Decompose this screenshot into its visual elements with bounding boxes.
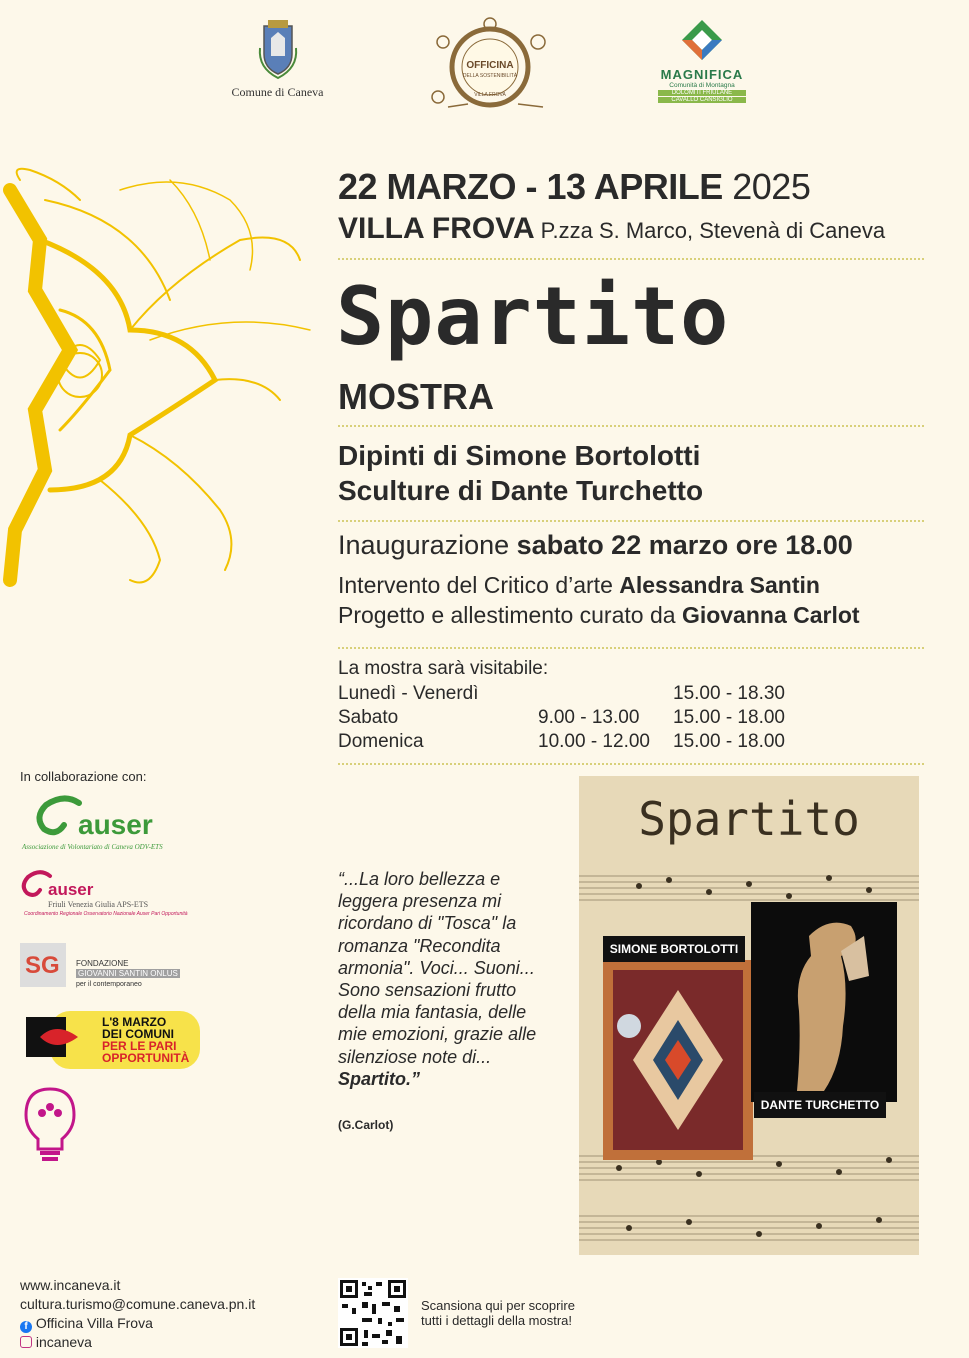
divider (338, 520, 924, 522)
otto-marzo-logo (20, 1005, 200, 1075)
schedule-day: Domenica (338, 731, 424, 752)
qr-caption (421, 1298, 575, 1328)
rug-painting (603, 960, 753, 1160)
venue-name: VILLA FROVA (338, 212, 535, 245)
event-venue (338, 212, 885, 246)
schedule-day: Lunedì - Venerdì (338, 683, 479, 704)
lightbulb-women-icon (20, 1085, 80, 1167)
instagram-icon (20, 1336, 32, 1348)
auser-fvg-subtitle: Coordinamento Regionale Osservatorio Nazionale Auser Pari Opportunità (24, 911, 188, 917)
schedule-afternoon: 15.00 - 18.00 (673, 707, 785, 728)
magnifica-diamond-icon (680, 18, 724, 62)
schedule-afternoon: 15.00 - 18.30 (673, 683, 785, 704)
inaug-datetime: sabato 22 marzo ore 18.00 (516, 530, 853, 560)
facebook-label: Officina Villa Frova (35, 1315, 153, 1331)
schedule-row (338, 683, 838, 705)
quote-text: “...La loro bellezza e leggera presenza mi ricordano di "Tosca" la romanza "Recondita armonia". Voci... Suoni... Sono sensazioni frutto della mia fantasia, delle mie emozioni, grazie alle silenziose note di... (338, 869, 537, 1067)
quote-bold: Spartito.” (338, 1068, 421, 1089)
magnifica-line3: DOLOMITI FRIULANE (658, 90, 746, 96)
auser-subtitle: Associazione di Volontariato di Caneva ODV-ETS (22, 843, 163, 851)
auser-fvg-name: auser (48, 880, 94, 899)
schedule-morning: 9.00 - 13.00 (538, 707, 640, 728)
instagram-label: incaneva (35, 1334, 92, 1350)
fondazione-line2: GIOVANNI SANTIN ONLUS (78, 969, 178, 978)
sculpture-photo (751, 902, 897, 1102)
sun-ornament (0, 160, 330, 610)
exhibition-title: Spartito (336, 270, 730, 363)
auser-swoosh-icon (34, 795, 84, 839)
footer-website[interactable]: www.incaneva.it (20, 1277, 121, 1293)
qr-caption-line2: tutti i dettagli della mostra! (421, 1313, 573, 1328)
officina-logo (418, 12, 563, 117)
otto-marzo-line1: L'8 MARZO (102, 1015, 167, 1029)
venue-address: P.zza S. Marco, Stevenà di Caneva (540, 218, 886, 243)
schedule-afternoon: 15.00 - 18.00 (673, 731, 785, 752)
comune-label: Comune di Caneva (231, 85, 324, 99)
divider (338, 647, 924, 649)
sheet-music-background (579, 776, 919, 1255)
critic-name: Alessandra Santin (619, 572, 820, 598)
otto-marzo-line3: PER LE PARI (102, 1039, 177, 1053)
officina-line2: DELLA SOSTENIBILITÀ (462, 73, 518, 79)
auser-fvg-region: Friuli Venezia Giulia APS-ETS (48, 900, 149, 909)
artist-sculptor: Sculture di Dante Turchetto (338, 475, 704, 506)
svg-text:SG: SG (25, 952, 60, 979)
schedule-morning: 10.00 - 12.00 (538, 731, 650, 752)
otto-marzo-line2: DEI COMUNI (102, 1027, 174, 1041)
magnifica-logo (652, 18, 752, 103)
critic-line (338, 572, 820, 599)
fondazione-line3: per il contemporaneo (76, 981, 142, 988)
qr-code[interactable] (338, 1278, 408, 1348)
magnifica-line1: MAGNIFICA (660, 67, 744, 82)
inauguration (338, 530, 853, 561)
cover-painter-name: SIMONE BORTOLOTTI (603, 936, 745, 962)
exhibition-subtitle: MOSTRA (338, 376, 494, 417)
quote-block (338, 868, 548, 1090)
curator-prefix: Progetto e allestimento curato da (338, 602, 676, 628)
footer-instagram[interactable] (20, 1334, 92, 1350)
divider (338, 425, 924, 427)
schedule-row (338, 731, 838, 753)
qr-caption-line1: Scansiona qui per scoprire (421, 1298, 575, 1313)
auser-name: auser (78, 809, 153, 840)
lips-icon (22, 1013, 82, 1063)
gs-monogram-icon (20, 943, 66, 987)
cover-sculptor-name: DANTE TURCHETTO (754, 1092, 886, 1118)
coat-of-arms-icon (256, 18, 300, 80)
schedule-row (338, 707, 838, 729)
schedule-day: Sabato (338, 707, 399, 728)
comune-logo (230, 18, 325, 100)
event-year: 2025 (732, 166, 811, 207)
date-range: 22 MARZO - 13 APRILE (338, 166, 723, 207)
fondazione-santin-logo (20, 943, 200, 988)
facebook-icon: f (20, 1321, 32, 1333)
divider (338, 763, 924, 765)
critic-prefix: Intervento del Critico d’arte (338, 572, 613, 598)
footer-email[interactable]: cultura.turismo@comune.caneva.pn.it (20, 1296, 256, 1312)
inaug-prefix: Inaugurazione (338, 530, 510, 560)
otto-marzo-line4: OPPORTUNITÀ (102, 1051, 190, 1065)
catalogue-cover (579, 776, 919, 1255)
officina-line1: OFFICINA (466, 60, 514, 71)
fondazione-line1: FONDAZIONE (76, 959, 129, 968)
curator-name: Giovanna Carlot (681, 602, 860, 628)
divider (338, 258, 924, 260)
event-dates (338, 166, 810, 208)
magnifica-line2: Comunità di Montagna (669, 82, 735, 89)
artist-painter: Dipinti di Simone Bortolotti (338, 440, 701, 471)
magnifica-line4: CAVALLO CANSIGLIO (658, 97, 746, 103)
quote-author: (G.Carlot) (338, 1118, 394, 1132)
footer-facebook[interactable] (20, 1315, 153, 1333)
schedule-intro: La mostra sarà visitabile: (338, 658, 549, 679)
collaboration-heading: In collaborazione con: (20, 769, 147, 784)
curator-line (338, 602, 860, 629)
officina-line3: VILLA FROVA (474, 92, 506, 98)
cover-title: Spartito (638, 792, 860, 846)
